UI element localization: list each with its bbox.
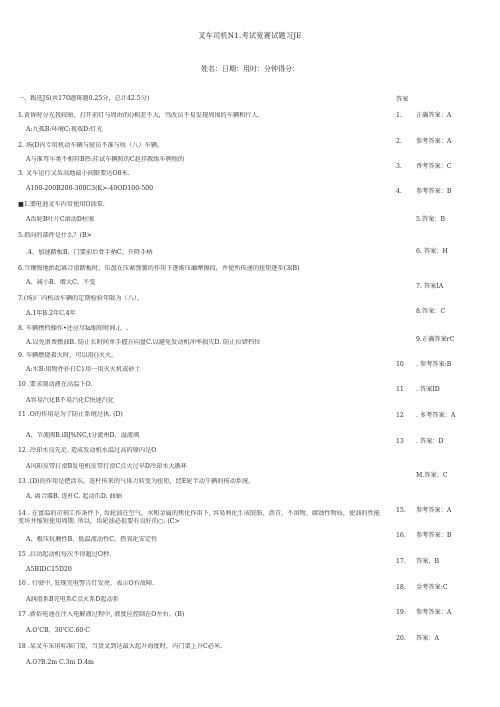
question-line: A、节流阀B.iBJ%NC,t分流州D、溢流阀 xyxy=(26,432,140,439)
answer-text: 8.答案：C xyxy=(416,308,446,315)
question-line: 一、跋选JS(共170题斑题0.25分，总计42.5分) xyxy=(18,95,150,102)
question-line: A.1年B.2年C.4年 xyxy=(26,310,76,317)
question-line: A与准驾车类不相符B热:挂试车辆照的C赵挂教练车牌照的 xyxy=(26,156,185,163)
answer-item xyxy=(396,412,496,420)
question-line: ■1.翡电池叉车内常使用O油泵. xyxy=(18,201,105,208)
answer-item xyxy=(396,507,496,515)
answer-item xyxy=(396,336,496,344)
question-line: 17 .新俗电池在注入电解液过程中, 液度应控制在O左右。(B) xyxy=(18,611,185,618)
answer-number: 11 xyxy=(396,386,404,393)
answer-text: 7. 答案IA xyxy=(416,283,444,290)
answer-text: . 参考答案:B xyxy=(416,361,452,368)
answer-item xyxy=(396,248,496,256)
question-line: 6.当镶慢地抬起离合滑踏板时，压盘在压紧弹簧的作用下逐渐压蘼摩擦段，并使所传递的扭矩逐步(3(B) xyxy=(18,265,300,272)
answer-text: 6. 答案：H xyxy=(416,248,448,255)
question-line: 16 . 行驶中, 发现充电警告灯发亮，表示O有故障. xyxy=(18,580,155,587)
answers-heading: 答案 xyxy=(396,96,409,103)
question-line: 9. 车辆燃烧着火时，可以用()灭火。 xyxy=(18,352,118,359)
question-line: 10 .要求制动液在高温下O. xyxy=(18,381,93,388)
answer-item xyxy=(396,472,496,480)
answer-text: . 多考答案：A xyxy=(416,412,456,419)
answer-text: 金考答案:C xyxy=(416,584,448,591)
answer-number: 3. xyxy=(396,163,402,170)
answer-item xyxy=(396,635,496,643)
answer-text: 参考答案：A xyxy=(416,507,452,514)
answer-item xyxy=(396,112,496,120)
answer-item xyxy=(396,386,496,394)
answer-text: 5.答案：B xyxy=(416,216,446,223)
question-line: A. 离合器B. 连杆C. 起动爪D. 曲轴 xyxy=(26,493,122,500)
answer-number: 1. xyxy=(396,112,402,119)
question-line: A.O?B.2m C.3m D.4m xyxy=(26,659,94,666)
answer-item xyxy=(396,532,496,540)
answer-item xyxy=(396,438,496,446)
question-line: 14 . 在富温的苛刻工作条件下, 齿轮油在空气、水和金属的焦化作用下, 容易利化生成胶肪、沥青、不溶物、腐蚀性物质，使油的性能变坏并缩短使用周期. 所以，齿轮油必很要有良好的○. (C> xyxy=(18,510,380,525)
answer-text: . 答案ID xyxy=(416,386,440,393)
answer-text: 参考答案：A xyxy=(416,138,452,145)
question-line: A齿轮B叶片C滚动D柱塞 xyxy=(26,216,95,223)
answer-item xyxy=(396,609,496,617)
question-line: 1.黄昏时分光我较暗，打开前灯与周由的()相差不大，骂改员不易发现周围的车辆和行人. xyxy=(18,112,260,119)
question-line: A润滑系B充电系C点火系D起动系 xyxy=(26,596,119,603)
question-line: .4、加速踏板B、门要前后骨手柄C、升降手柄 xyxy=(26,249,153,256)
answer-text: M.答案：C xyxy=(416,472,448,479)
question-line: 7.(场)厂内机动车辆的定期检验年限为（八）。 xyxy=(18,295,144,302)
answer-item xyxy=(396,584,496,592)
question-line: 11 .O的作用是为了防止系统过执. (D) xyxy=(18,411,123,418)
question-line: A100-200B200-300C3(K>-40OD100-500 xyxy=(26,185,154,192)
answer-item xyxy=(396,163,496,171)
question-line: 12 .冷却水良先足. 造成发动机水温过高的原内是O xyxy=(18,447,157,454)
answer-number: 18. xyxy=(396,584,406,591)
question-line: A:九孤B:环境C:视戏D:灯光 xyxy=(26,126,103,133)
answer-item xyxy=(396,361,496,369)
document-title: 叉车司机N1.考试宽赛试题习JE xyxy=(198,31,302,40)
answer-item xyxy=(396,283,496,291)
question-line: A5BIDC15D20 xyxy=(26,566,72,573)
answer-text: 参考答案：A xyxy=(416,609,452,616)
answer-number: 13 xyxy=(396,438,404,445)
question-line: A、减小B、增大C、不变 xyxy=(26,279,96,286)
answer-item xyxy=(396,188,496,196)
answer-number: 19. xyxy=(396,609,406,616)
question-line: 18 .某叉车采用标准门架，当货叉到达最大起升海度时，内门架上升C必米. xyxy=(18,643,223,650)
answer-text: 香考答案：C xyxy=(416,163,452,170)
answer-item xyxy=(396,138,496,146)
question-line: 15 .启动起动机每次不得超过O秒. xyxy=(18,551,112,558)
answer-text: 答案：A xyxy=(416,635,440,642)
answer-text: 正确答案：A xyxy=(416,112,452,119)
answer-text: 答案，B xyxy=(416,558,440,565)
answer-text: 9.正确答案rC xyxy=(416,336,455,343)
answer-item xyxy=(396,216,496,224)
question-line: A:水B:用物件扑打C}用一用灭火机或砂土 xyxy=(26,366,141,373)
question-line: 5.指向的部件是什么？(B> xyxy=(18,232,92,239)
answer-number: 15. xyxy=(396,507,406,514)
answer-text: 参考答案：B xyxy=(416,188,452,195)
answer-text: 参考答案：B xyxy=(416,532,452,539)
question-line: 13 .(D)的作用是把活东，连杆传来的气体力转变为扭矩，经E轮半动午辆的传动系统。 xyxy=(18,478,255,485)
answer-number: 20. xyxy=(396,635,406,642)
answer-number: 12 xyxy=(396,412,404,419)
question-line: 3. 叉车运行又齿高地最小间限要达O8米. xyxy=(18,170,130,177)
document-subtitle: 姓名：日期：用时：分钟得分： xyxy=(201,65,299,73)
question-line: 2. 场(D内专用机动车辆与驶员不准与收（八）车辆。 xyxy=(18,142,164,149)
answer-number: 16. xyxy=(396,532,406,539)
answer-number: 2. xyxy=(396,138,402,145)
question-line: 8. 车辆携档操作•还应尽la缩短时间.(，. xyxy=(18,325,129,332)
answer-text: . 答案：D xyxy=(416,438,444,445)
question-line: A.O'CB、30'CC.60·C xyxy=(26,627,91,634)
question-line: A、极压抗磨性B、低温流动性C、热氧化安定性 xyxy=(26,536,158,543)
answer-number: 10 xyxy=(396,361,404,368)
answer-number: 4. xyxy=(396,188,402,195)
answer-item xyxy=(396,308,496,316)
answer-number: 17. xyxy=(396,558,406,565)
answer-item xyxy=(396,558,496,566)
question-line: A.以免浪费燃油B. 防止长时间单手握方向盘C.以避免发动机冲率损失D. 防止拉错档位 xyxy=(26,339,261,346)
question-line: A容易汽化B不易汽化C快速汽化 xyxy=(26,397,114,404)
question-line: A风阳皮带打滑B发电机皮带打滑C点火过早D冷却水大循环 xyxy=(26,463,188,470)
